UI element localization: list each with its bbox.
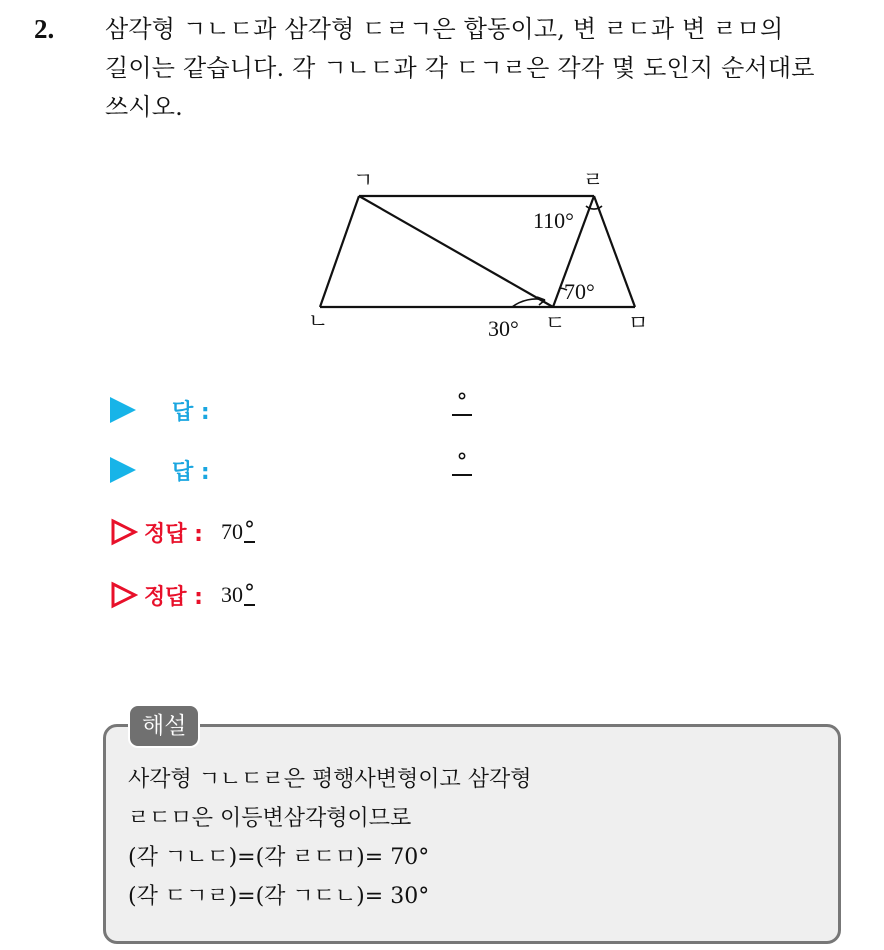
- side-rm: [594, 196, 635, 307]
- geometry-figure: [0, 0, 884, 360]
- label-n: ㄴ: [308, 309, 329, 333]
- label-m: ㅁ: [628, 311, 649, 335]
- side-gd: [359, 196, 553, 307]
- explanation-line: 사각형 ㄱㄴㄷㄹ은 평행사변형이고 삼각형: [128, 767, 532, 792]
- play-icon: [110, 457, 136, 483]
- answer-row: [110, 450, 510, 490]
- correct-unit: °: [243, 581, 255, 606]
- outline-play-icon: [110, 581, 138, 609]
- explanation-tag: 해설: [128, 704, 200, 748]
- angle-110: 110°: [533, 208, 574, 233]
- correct-row: [110, 575, 255, 615]
- correct-row: [110, 512, 255, 552]
- answer-blank[interactable]: °: [452, 452, 472, 476]
- question-number: 2.: [34, 14, 55, 44]
- answer-label: 답 :: [172, 459, 210, 485]
- label-g: ㄱ: [353, 168, 374, 192]
- play-icon: [110, 397, 136, 423]
- explanation-text: [128, 760, 532, 916]
- angle-70: 70°: [564, 279, 595, 304]
- correct-label: 정답 :: [144, 521, 203, 547]
- correct-value: 70: [220, 519, 243, 544]
- correct-unit: °: [243, 518, 255, 543]
- correct-label: 정답 :: [144, 584, 203, 610]
- answer-label: 답 :: [172, 399, 210, 425]
- label-d: ㄷ: [545, 311, 566, 335]
- question-line: 쓰시오.: [105, 93, 183, 121]
- outline-play-icon: [110, 518, 138, 546]
- angle-30: 30°: [488, 316, 519, 341]
- explanation-line: (각 ㄷㄱㄹ)=(각 ㄱㄷㄴ)= 30°: [128, 884, 430, 909]
- answer-row: [110, 390, 510, 430]
- side-gn: [320, 196, 359, 307]
- answer-blank[interactable]: °: [452, 392, 472, 416]
- correct-value: 30: [220, 582, 243, 607]
- explanation-line: (각 ㄱㄴㄷ)=(각 ㄹㄷㅁ)= 70°: [128, 845, 430, 870]
- explanation-line: ㄹㄷㅁ은 이등변삼각형이므로: [128, 806, 412, 831]
- label-r: ㄹ: [583, 168, 604, 192]
- question-line: 삼각형 ㄱㄴㄷ과 삼각형 ㄷㄹㄱ은 합동이고, 변 ㄹㄷ과 변 ㄹㅁ의: [105, 15, 784, 43]
- question-line: 길이는 같습니다. 각 ㄱㄴㄷ과 각 ㄷㄱㄹ은 각각 몇 도인지 순서대로: [105, 54, 815, 82]
